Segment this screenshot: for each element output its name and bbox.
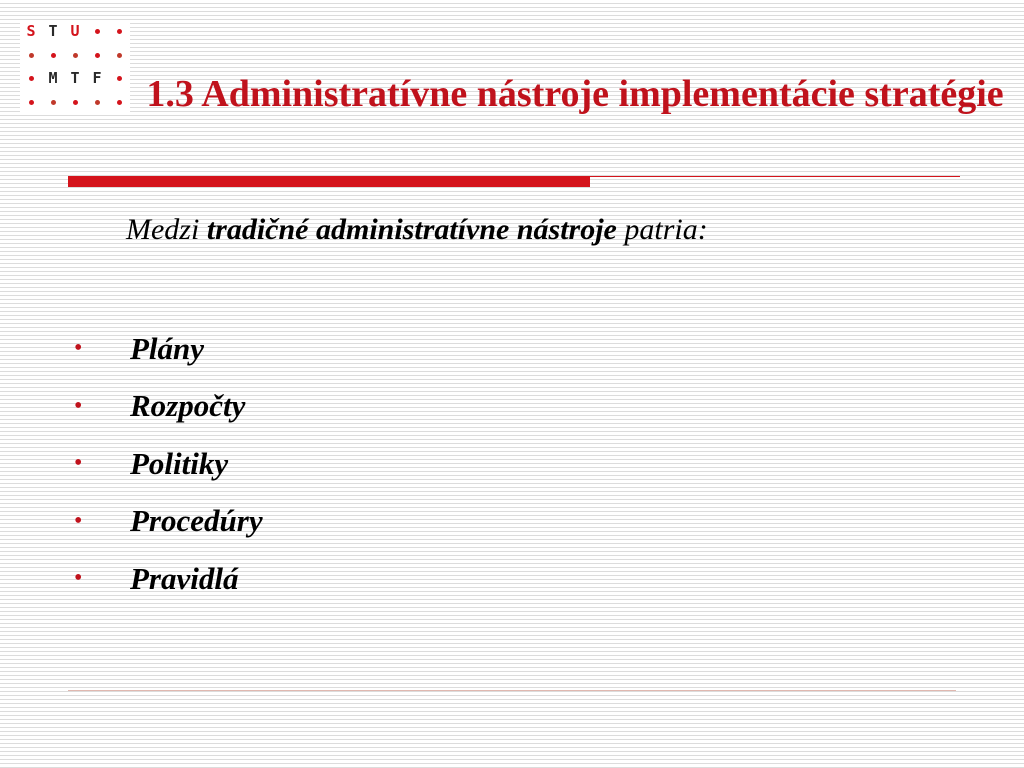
list-item: [70, 493, 263, 551]
logo-letter: U: [70, 22, 80, 41]
logo-letter: S: [26, 22, 36, 41]
list-item: [70, 435, 263, 493]
intro-suffix: patria:: [616, 213, 708, 246]
logo-dot: [95, 53, 100, 58]
list-item-text: Politiky: [130, 445, 229, 481]
intro-emphasis: tradičné administratívne nástroje: [206, 213, 617, 246]
list-item-text: Rozpočty: [130, 388, 246, 424]
bullet-list: [70, 320, 263, 608]
bullet-icon: •: [74, 450, 83, 477]
logo-dot: [95, 100, 100, 105]
bullet-icon: •: [74, 565, 83, 592]
logo-dot: [29, 53, 34, 58]
list-item-text: Plány: [130, 330, 205, 366]
intro-text: [126, 208, 708, 252]
logo-dot: [73, 53, 78, 58]
logo-dot: [95, 29, 100, 34]
logo-letter: T: [70, 69, 80, 88]
footer-divider: [68, 690, 956, 691]
title-divider-thick: [68, 176, 590, 187]
stu-mtf-logo: [20, 20, 130, 114]
logo-dot: [117, 100, 122, 105]
logo-dot: [51, 100, 56, 105]
logo-letter: M: [48, 69, 58, 88]
logo-dot: [73, 100, 78, 105]
logo-dot: [29, 100, 34, 105]
logo-dot: [51, 53, 56, 58]
list-item: [70, 378, 263, 436]
list-item: [70, 550, 263, 608]
title-divider-thin: [590, 176, 960, 177]
slide-title: 1.3 Administratívne nástroje implementácie stratégie: [146, 73, 1004, 115]
list-item-text: Procedúry: [130, 503, 263, 539]
logo-grid: [20, 20, 130, 114]
intro-prefix: Medzi: [126, 213, 207, 246]
logo-dot: [117, 76, 122, 81]
logo-letter: F: [92, 69, 102, 88]
list-item: [70, 320, 263, 378]
logo-letter: T: [48, 22, 58, 41]
logo-dot: [117, 53, 122, 58]
bullet-icon: •: [74, 335, 83, 362]
logo-dot: [29, 76, 34, 81]
list-item-text: Pravidlá: [130, 560, 239, 596]
bullet-icon: •: [74, 392, 83, 419]
logo-dot: [117, 29, 122, 34]
bullet-icon: •: [74, 507, 83, 534]
